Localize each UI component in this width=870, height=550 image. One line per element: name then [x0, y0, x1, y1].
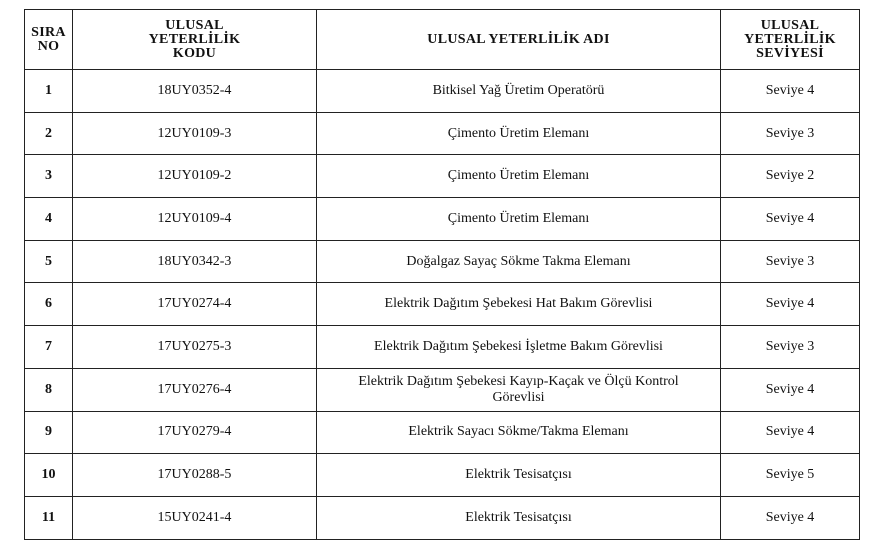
- qualification-code: 17UY0279-4: [73, 411, 317, 454]
- qualification-level: Seviye 5: [721, 454, 860, 497]
- qualification-name: Çimento Üretim Elemanı: [317, 198, 721, 241]
- table-row: [25, 411, 860, 454]
- qualification-level: Seviye 3: [721, 112, 860, 155]
- header-code-line: KODU: [172, 45, 217, 61]
- table-row: [25, 112, 860, 155]
- qualification-level: Seviye 4: [721, 283, 860, 326]
- header-name-line: ULUSAL YETERLİLİK ADI: [427, 31, 610, 47]
- qualification-level: Seviye 3: [721, 326, 860, 369]
- header-qualification-name: [317, 10, 721, 70]
- header-level-line: SEVİYESİ: [756, 45, 824, 61]
- qualification-name: [317, 368, 721, 411]
- header-code-line: ULUSAL: [165, 17, 224, 33]
- row-number: 9: [25, 411, 73, 454]
- qualification-level: Seviye 4: [721, 496, 860, 539]
- table-row: [25, 155, 860, 198]
- qualification-level: Seviye 2: [721, 155, 860, 198]
- table-row: [25, 283, 860, 326]
- row-number: 4: [25, 198, 73, 241]
- row-number: 10: [25, 454, 73, 497]
- qualification-code: 18UY0352-4: [73, 70, 317, 113]
- row-number: 8: [25, 368, 73, 411]
- row-number: 6: [25, 283, 73, 326]
- qualification-level: Seviye 4: [721, 368, 860, 411]
- qualification-name: Elektrik Tesisatçısı: [317, 496, 721, 539]
- table-header: [25, 10, 860, 70]
- table-body: [25, 70, 860, 540]
- qualification-code: 15UY0241-4: [73, 496, 317, 539]
- table-row: [25, 198, 860, 241]
- header-qualification-level: [721, 10, 860, 70]
- qualification-name: Elektrik Sayacı Sökme/Takma Elemanı: [317, 411, 721, 454]
- row-number: 11: [25, 496, 73, 539]
- row-number: 2: [25, 112, 73, 155]
- header-level-line: ULUSAL: [760, 17, 820, 33]
- qualification-code: 12UY0109-4: [73, 198, 317, 241]
- table-row: [25, 240, 860, 283]
- qualification-code: 17UY0288-5: [73, 454, 317, 497]
- qualification-name: Çimento Üretim Elemanı: [317, 155, 721, 198]
- header-code-line: YETERLİLİK: [148, 31, 241, 47]
- table-row: [25, 70, 860, 113]
- qualification-name: Elektrik Dağıtım Şebekesi İşletme Bakım Görevlisi: [317, 326, 721, 369]
- row-number: 1: [25, 70, 73, 113]
- qualification-level: Seviye 4: [721, 70, 860, 113]
- qualification-name-line: Elektrik Dağıtım Şebekesi Kayıp-Kaçak ve Ölçü Kontrol: [358, 373, 679, 389]
- qualification-name: Elektrik Tesisatçısı: [317, 454, 721, 497]
- qualification-name-line: Görevlisi: [492, 389, 545, 405]
- qualification-code: 18UY0342-3: [73, 240, 317, 283]
- row-number: 3: [25, 155, 73, 198]
- qualification-name: Çimento Üretim Elemanı: [317, 112, 721, 155]
- qualification-code: 12UY0109-3: [73, 112, 317, 155]
- qualifications-table: [24, 9, 860, 540]
- row-number: 7: [25, 326, 73, 369]
- qualification-name: Bitkisel Yağ Üretim Operatörü: [317, 70, 721, 113]
- table-row: [25, 368, 860, 411]
- table-row: [25, 454, 860, 497]
- header-sira-no-line: SIRA: [31, 24, 66, 40]
- table-row: [25, 326, 860, 369]
- header-sira-no: [25, 10, 73, 70]
- qualification-name: Doğalgaz Sayaç Sökme Takma Elemanı: [317, 240, 721, 283]
- qualification-level: Seviye 4: [721, 198, 860, 241]
- qualification-name: Elektrik Dağıtım Şebekesi Hat Bakım Görevlisi: [317, 283, 721, 326]
- qualification-level: Seviye 3: [721, 240, 860, 283]
- row-number: 5: [25, 240, 73, 283]
- qualification-code: 12UY0109-2: [73, 155, 317, 198]
- qualification-level: Seviye 4: [721, 411, 860, 454]
- qualification-code: 17UY0276-4: [73, 368, 317, 411]
- table-row: [25, 496, 860, 539]
- header-level-line: YETERLİLİK: [744, 31, 836, 47]
- header-qualification-code: [73, 10, 317, 70]
- qualification-code: 17UY0274-4: [73, 283, 317, 326]
- qualification-code: 17UY0275-3: [73, 326, 317, 369]
- header-row: [25, 10, 860, 70]
- header-sira-no-line: NO: [37, 38, 60, 54]
